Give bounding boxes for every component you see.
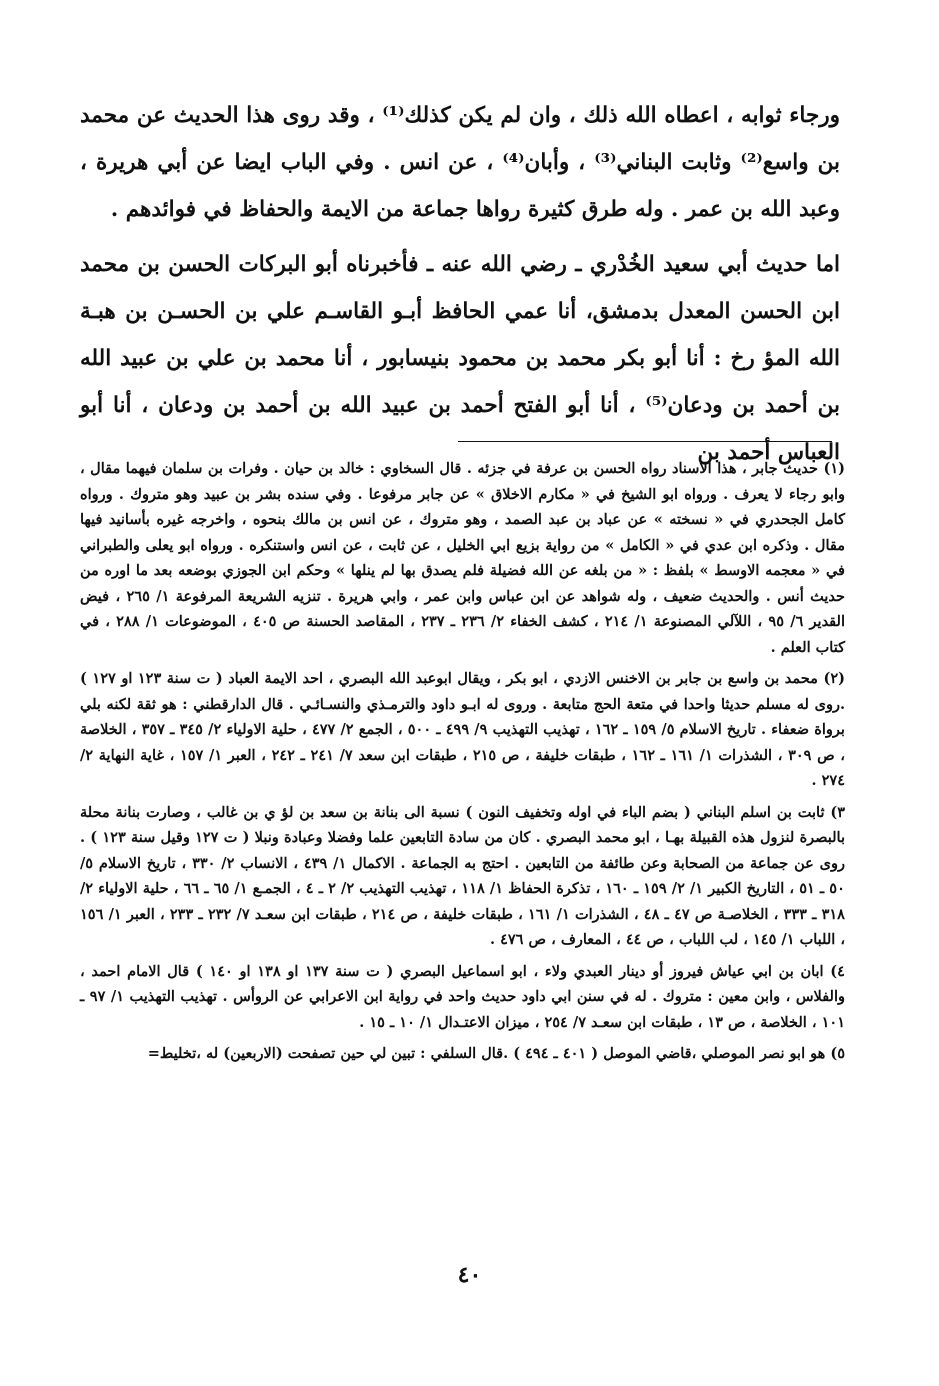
footnote-separator [458, 441, 832, 442]
footnote-1: (١) حديث جابر ، هذا الاسناد رواه الحسن بن عرفة في جزئه . قال السخاوي : خالد بن حيان . وفرات بن سلمان فيهما مقال ، وابو رجاء لا يعرف . ورواه ابو الشيخ في « مكارم الاخلاق » عن جابر مرفوعا . وفي سنده بشر بن عبيد وهو متروك . ورواه كامل الجحدري في « نسخته » عن عباد بن عبد الصمد ، وهو متروك ، عن انس بن مالك بنحوه ، واخرجه غيره بأسانيد فيها مقال . وذكره ابن عدي في « الكامل » من رواية بزيع ابي الخليل ، عن ثابت ، عن انس واستنكره . ورواه ابو يعلى والطبراني في « معجمه الاوسط » بلفظ : « من بلغه عن الله فضيلة فلم يصدق بها لم ينلها » وحكم ابن الجوزي بوضعه بعد ما اوره من حديث أنس . والحديث ضعيف ، وله شواهد عن ابن عباس وابن عمر ، وابي هريرة . تنزيه الشريعة المرفوعة ١/ ٢٦٥ ، فيض القدير ٦/ ٩٥ ، اللآلي المصنوعة ١/ ٢١٤ ، كشف الخفاء ٢/ ٢٣٦ ـ ٢٣٧ ، المقاصد الحسنة ص ٤٠٥ ، الموضوعات ١/ ٢٨٨ ، في كتاب العلم . [80, 460, 845, 656]
main-text [80, 92, 840, 476]
footnote-5: ٥) هو ابو نصر الموصلي ،قاضي الموصل ( ٤٠١ ـ ٤٩٤ ) .قال السلفي : تبين لي حين تصفحت (الاربعين) له ،تخليط= [147, 1045, 845, 1062]
footnotes [80, 456, 845, 1073]
footnote-3: ٣) ثابت بن اسلم البناني ( بضم الباء في اوله وتخفيف النون ) نسبة الى بنانة بن سعد بن لؤ ي بن غالب ، وصارت بنانة محلة بالبصرة لنزول هذه القبيلة بهـا ، ابو محمد البصري . كان من سادة التابعين علما وفضلا وعبادة ونبلا ( ت ١٢٧ وقيل سنة ١٢٣ ) . روى عن جماعة من الصحابة وعن طائفة من التابعين . احتج به الجماعة . الاكمال ١/ ٤٣٩ ، الانساب ٢/ ٣٣٠ ، تاريخ الاسلام ٥/ ٥٠ ـ ٥١ ، التاريخ الكبير ١/ ٢/ ١٥٩ ـ ١٦٠ ، تذكرة الحفاظ ١/ ١١٨ ، تهذيب التهذيب ٢/ ٢ ـ ٤ ، الجمـع ١/ ٦٥ ـ ٦٦ ، حلية الاولياء ٢/ ٣١٨ ـ ٣٣٣ ، الخلاصـة ص ٤٧ ـ ٤٨ ، الشذرات ١/ ١٦١ ، طبقات خليفة ، ص ٢١٤ ، طبقات ابن سعـد ٧/ ٢٣٢ ـ ٢٣٣ ، العبر ١/ ١٥٦ ، اللباب ١/ ١٤٥ ، لب اللباب ، ص ٤٤ ، المعارف ، ص ٤٧٦ . [80, 803, 846, 948]
footnote-4: ٤) ابان بن ابي عياش فيروز أو دينار العبدي ولاء ، ابو اسماعيل البصري ( ت سنة ١٣٧ او ١٣٨ او ١٤٠ ) قال الامام احمد ، والفلاس ، وابن معين : متروك . له في سنن ابي داود حديث واحد في رواية ابن الاعرابي عن الروأس . تهذيب التهذيب ١/ ٩٧ ـ ١٠١ ، الخلاصة ، ص ١٣ ، طبقات ابن سعـد ٧/ ٢٥٤ ، ميزان الاعتـدال ١/ ١٠ ـ ١٥ . [80, 962, 845, 1031]
page-number: ٤٠ [457, 1262, 482, 1288]
main-paragraph-1: ورجاء ثوابه ، اعطاه الله ذلك ، وان لم يكن كذلك⁽¹⁾ ، وقد روى هذا الحديث عن محمد بن واسع⁽²⁾ وثابت البناني⁽³⁾ ، وأبان⁽⁴⁾ ، عن انس . وفي الباب ايضا عن أبي هريرة ، وعبد الله بن عمر . وله طرق كثيرة رواها جماعة من الايمة والحفاظ في فوائدهم . [80, 103, 841, 222]
main-paragraph-2: اما حديث أبي سعيد الخُدْري ـ رضي الله عنه ـ فأخبرناه أبو البركات الحسن بن محمد ابن الحسن المعدل بدمشق، أنا عمي الحافظ أبـو القاسـم علي بن الحسـن بن هبـة الله المؤ رخ : أنا أبو بكر محمد بن محمود بنيسابور ، أنا محمد بن علي بن عبيد الله بن أحمد بن ودعان⁽⁵⁾ ، أنا أبو الفتح أحمد بن عبيد الله بن أحمد بن ودعان ، أنا أبو العباس أحمد بن [80, 252, 840, 465]
footnote-2: (٢) محمد بن واسع بن جابر بن الاخنس الازدي ، ابو بكر ، ويقال ابوعبد الله البصري ، احد الايمة العباد ( ت سنة ١٢٣ او ١٢٧ ) .روى له مسلم حديثا واحدا في متعة الحج متابعة . وروى له ابـو داود والترمـذي والنسـائـي . قال الدارقطني : هو ثقة لكنه بلي برواة ضعفاء . تاريخ الاسلام ٥/ ١٥٩ ـ ١٦٢ ، تهذيب التهذيب ٩/ ٤٩٩ ـ ٥٠٠ ، الجمع ٢/ ٤٧٧ ، حلية الاولياء ٢/ ٣٤٥ ـ ٣٥٧ ، الخلاصة ، ص ٣٠٩ ، الشذرات ١/ ١٦١ ـ ١٦٢ ، طبقات خليفة ، ص ٢١٥ ، طبقات ابن سعد ٧/ ٢٤١ ـ ٢٤٢ ، العبر ١/ ١٥٧ ، غاية النهاية ٢/ ٢٧٤ . [80, 670, 845, 789]
